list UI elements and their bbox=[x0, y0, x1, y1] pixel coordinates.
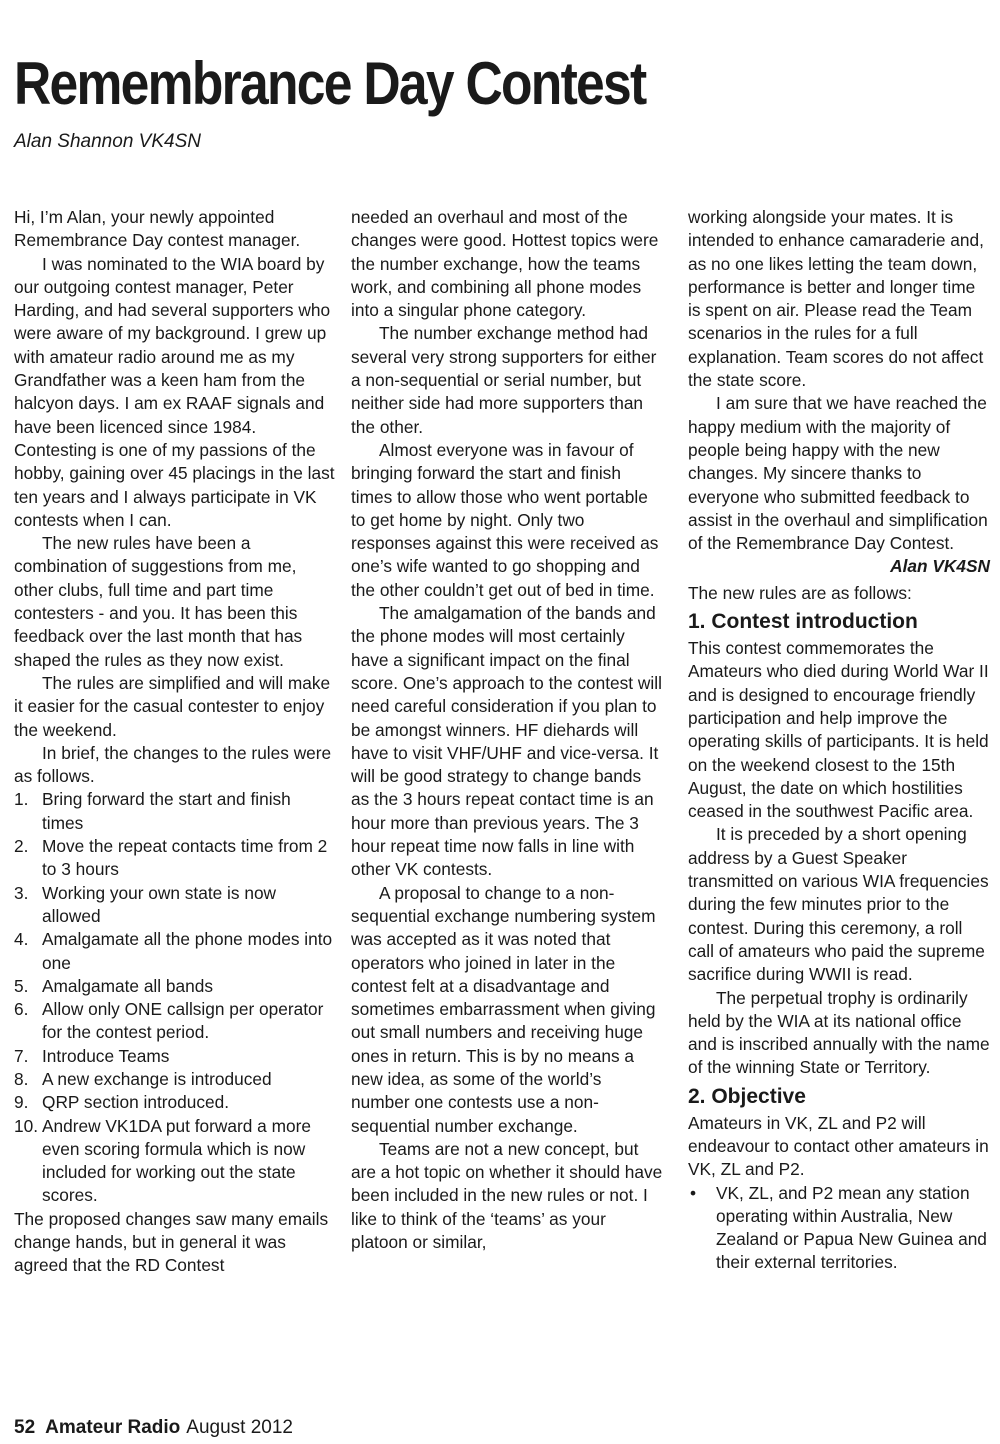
paragraph: I am sure that we have reached the happy medium with the majority of people being happy with the new changes. My sincere thanks to everyone who submitted feedback to assist in the overhaul and simplification of the Remembrance Day Contest. bbox=[688, 393, 988, 554]
list-item-text: Allow only ONE callsign per operator for the contest period. bbox=[42, 999, 324, 1043]
list-item bbox=[14, 788, 336, 835]
page-footer bbox=[14, 1416, 293, 1440]
paragraph: The rules are simplified and will make it easier for the casual contester to enjoy the weekend. bbox=[14, 672, 331, 740]
list-item-text: VK, ZL, and P2 mean any station operating within Australia, New Zealand or Papua New Guinea and their external territories. bbox=[716, 1182, 987, 1273]
list-item bbox=[14, 1115, 336, 1208]
list-item-text: Move the repeat contacts time from 2 to 3 hours bbox=[42, 836, 328, 880]
list-item-number: 6. bbox=[14, 999, 29, 1020]
list-item-number: 7. bbox=[14, 1045, 29, 1066]
paragraph: A proposal to change to a non-sequential exchange numbering system was accepted as it was noted that operators who joined in later in the contest felt at a disadvantage and sometimes embarrassment when giving out small numbers and receiving huge ones in return. This is by no means a new idea, as some of the world’s number one contests use a non-sequential number exchange. bbox=[351, 882, 656, 1136]
paragraph: The proposed changes saw many emails change hands, but in general it was agreed that the RD Contest bbox=[14, 1208, 329, 1276]
list-item-text: Working your own state is now allowed bbox=[42, 882, 277, 926]
list-item-number: 3. bbox=[14, 882, 29, 903]
article-title: Remembrance Day Contest bbox=[14, 50, 646, 117]
list-item bbox=[14, 1068, 336, 1091]
changes-list bbox=[14, 788, 336, 1207]
list-item-text: Amalgamate all the phone modes into one bbox=[42, 929, 333, 973]
paragraph: The perpetual trophy is ordinarily held by the WIA at its national office and is inscribed annually with the name of the winning State or Territory. bbox=[688, 987, 990, 1078]
list-item-number: 9. bbox=[14, 1092, 29, 1113]
signature: Alan VK4SN bbox=[890, 556, 990, 577]
list-item bbox=[14, 998, 336, 1045]
list-item-number: 5. bbox=[14, 975, 29, 996]
paragraph: The amalgamation of the bands and the phone modes will most certainly have a significant impact on the final score. One’s approach to the contest will need careful consideration if you plan to be amongst winners. HF diehards will have to visit VHF/UHF and vice-versa. It will be good strategy to change bands as the 3 hours repeat contact time is an hour more than previous years. The 3 hour repeat time now falls in line with other VK contests. bbox=[351, 603, 662, 880]
paragraph: The number exchange method had several very strong supporters for either a non-sequential or serial number, but neither side had more supporters than the other. bbox=[351, 323, 657, 437]
list-item-number: 8. bbox=[14, 1068, 29, 1089]
list-item bbox=[14, 1045, 336, 1068]
list-item-text: Andrew VK1DA put forward a more even scoring formula which is now included for working out the state scores. bbox=[42, 1115, 311, 1206]
paragraph: needed an overhaul and most of the changes were good. Hottest topics were the number exchange, how the teams work, and combining all phone modes into a singular phone category. bbox=[351, 207, 659, 321]
section-heading-contest-introduction: 1. Contest introduction bbox=[688, 610, 918, 634]
column-1 bbox=[14, 206, 336, 1278]
column-2 bbox=[351, 206, 663, 1254]
paragraph: Hi, I’m Alan, your newly appointed Remembrance Day contest manager. bbox=[14, 207, 301, 251]
paragraph: Almost everyone was in favour of bringing forward the start and finish times to allow those who went portable to get home by night. Only two responses against this were received as one’s wife wanted to go shopping and the other couldn’t get out of bed in time. bbox=[351, 439, 659, 600]
list-item bbox=[14, 835, 336, 882]
paragraph: Amateurs in VK, ZL and P2 will endeavour to contact other amateurs in VK, ZL and P2. bbox=[688, 1112, 989, 1180]
list-item-text: QRP section introduced. bbox=[42, 1092, 229, 1113]
list-item bbox=[688, 1182, 990, 1275]
rules-intro: The new rules are as follows: bbox=[688, 582, 912, 603]
list-item-number: 1. bbox=[14, 789, 29, 810]
list-item bbox=[14, 1091, 336, 1114]
issue-date: August 2012 bbox=[186, 1417, 293, 1438]
bullet-icon: • bbox=[690, 1182, 697, 1203]
paragraph: This contest commemorates the Amateurs who died during World War II and is designed to encourage friendly participation and help improve the operating skills of participants. It is held on the weekend closest to the 15th August, the date on which hostilities ceased in the southwest Pacific area. bbox=[688, 638, 989, 822]
magazine-name: Amateur Radio bbox=[45, 1417, 181, 1438]
paragraph: Teams are not a new concept, but are a hot topic on whether it should have been included in the new rules or not. I like to think of the ‘teams’ as your platoon or similar, bbox=[351, 1138, 663, 1253]
list-item-number: 4. bbox=[14, 929, 29, 950]
list-item bbox=[14, 975, 336, 998]
column-3 bbox=[688, 206, 990, 1275]
paragraph: I was nominated to the WIA board by our outgoing contest manager, Peter Harding, and had several supporters who were aware of my background. I grew up with amateur radio around me as my Grandfather was a keen ham from the halcyon days. I am ex RAAF signals and have been licenced since 1984. Contesting is one of my passions of the hobby, gaining over 45 placings in the last ten years and I always participate in VK contests when I can. bbox=[14, 253, 335, 530]
paragraph: It is preceded by a short opening address by a Guest Speaker transmitted on various WIA frequencies during the few minutes prior to the contest. During this ceremony, a roll call of amateurs who paid the supreme sacrifice during WWII is read. bbox=[688, 824, 989, 985]
list-item-number: 10. bbox=[14, 1115, 39, 1136]
list-item bbox=[14, 882, 336, 929]
page-number: 52 bbox=[14, 1417, 36, 1438]
section-heading-objective: 2. Objective bbox=[688, 1084, 806, 1108]
list-item-text: A new exchange is introduced bbox=[42, 1068, 272, 1089]
list-item-text: Bring forward the start and finish times bbox=[42, 789, 291, 833]
list-item-text: Amalgamate all bands bbox=[42, 975, 213, 996]
article-author: Alan Shannon VK4SN bbox=[14, 131, 201, 152]
paragraph: In brief, the changes to the rules were as follows. bbox=[14, 742, 332, 787]
paragraph: working alongside your mates. It is intended to enhance camaraderie and, as no one likes letting the team down, performance is better and longer time is spent on air. Please read the Team scenarios in the rules for a full explanation. Team scores do not affect the state score. bbox=[688, 207, 984, 391]
list-item-number: 2. bbox=[14, 836, 29, 857]
paragraph: The new rules have been a combination of suggestions from me, other clubs, full time and part time contesters - and you. It has been this feedback over the last month that has shaped the rules as they now exist. bbox=[14, 533, 303, 670]
list-item-text: Introduce Teams bbox=[42, 1045, 170, 1066]
list-item bbox=[14, 928, 336, 975]
objective-bullet-list bbox=[688, 1182, 990, 1275]
